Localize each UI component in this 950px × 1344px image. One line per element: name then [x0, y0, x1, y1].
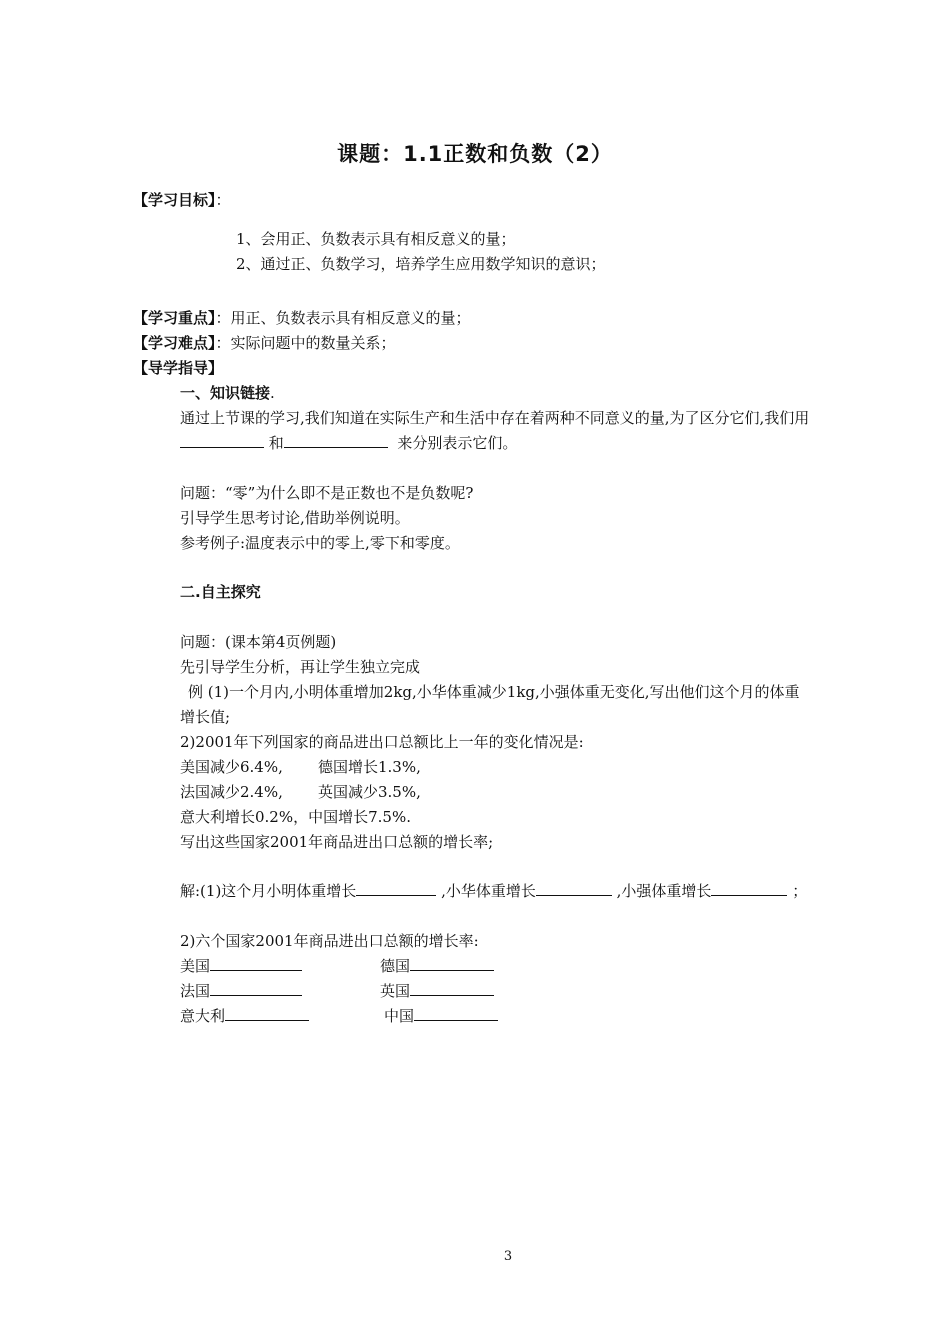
growth-italy	[180, 1006, 309, 1026]
objective-item-2: 2、通过正、负数学习，培养学生应用数学知识的意识；	[236, 255, 606, 273]
example2-row1-b: 德国增长1.3%,	[318, 758, 421, 776]
answer-blank-xiaohua[interactable]	[536, 881, 612, 896]
difficulty-text: ：实际问题中的数量关系；	[215, 334, 396, 352]
objectives-sep: ：	[215, 191, 231, 209]
answer-blank-italy[interactable]	[225, 1006, 309, 1021]
answer-blank-negative[interactable]	[284, 433, 388, 448]
growth-china	[384, 1006, 498, 1026]
solution-part2-intro: 2)六个国家2001年商品进出口总额的增长率:	[180, 932, 479, 950]
country-germany: 德国	[380, 957, 411, 975]
solution-part1-b: ,小华体重增长	[441, 882, 536, 900]
example2-row2-b: 英国减少3.5%,	[318, 783, 421, 801]
example1-line2: 增长值;	[180, 708, 231, 726]
section1-paragraph-line2	[180, 433, 517, 453]
growth-usa	[180, 956, 302, 976]
answer-blank-xiaoqiang[interactable]	[711, 881, 787, 896]
country-uk: 英国	[380, 982, 411, 1000]
guide-heading-text: 【导学指导】	[133, 359, 224, 377]
page-title: 课题：1.1正数和负数（2）	[337, 142, 613, 166]
example2-intro: 2)2001年下列国家的商品进出口总额比上一年的变化情况是:	[180, 733, 584, 751]
answer-blank-uk[interactable]	[410, 981, 494, 996]
section1-heading: 一、知识链接	[180, 384, 271, 402]
section1-example-ref: 参考例子:温度表示中的零上,零下和零度。	[180, 534, 460, 552]
country-italy: 意大利	[180, 1007, 226, 1025]
solution-part1-a: 解:(1)这个月小明体重增长	[180, 882, 357, 900]
answer-blank-france[interactable]	[210, 981, 302, 996]
objective-item-1: 1、会用正、负数表示具有相反意义的量；	[236, 230, 516, 248]
growth-france	[180, 981, 302, 1001]
country-france: 法国	[180, 982, 211, 1000]
answer-blank-xiaoming[interactable]	[356, 881, 436, 896]
answer-blank-positive[interactable]	[180, 433, 264, 448]
guide-heading	[133, 358, 223, 378]
answer-blank-germany[interactable]	[410, 956, 494, 971]
section1-question: 问题：“零”为什么即不是正数也不是负数呢?	[180, 484, 474, 502]
section2-heading-text: 二.自主探究	[180, 583, 261, 601]
section2-lead: 先引导学生分析，再让学生独立完成	[180, 658, 421, 676]
difficulty-row	[133, 333, 396, 353]
objectives-heading: 【学习目标】	[133, 191, 216, 209]
answer-blank-china[interactable]	[414, 1006, 498, 1021]
solution-part1-end: ；	[792, 882, 808, 900]
example1-line1: 例 (1)一个月内,小明体重增加2kg,小华体重减少1kg,小强体重无变化,写出他们这个月的体重	[188, 683, 800, 701]
section2-question: 问题：(课本第4页例题)	[180, 633, 337, 651]
section1-he: 和	[268, 434, 284, 452]
answer-blank-usa[interactable]	[210, 956, 302, 971]
section2-heading	[180, 582, 261, 602]
example2-ask: 写出这些国家2001年商品进出口总额的增长率;	[180, 833, 494, 851]
country-china: 中国	[384, 1007, 415, 1025]
growth-germany	[380, 956, 494, 976]
country-usa: 美国	[180, 957, 211, 975]
section1-heading-row	[180, 383, 275, 403]
key-point-row	[133, 308, 471, 328]
key-point-heading: 【学习重点】	[133, 309, 216, 327]
key-point-text: ：用正、负数表示具有相反意义的量；	[215, 309, 471, 327]
section1-tail: 来分别表示它们。	[397, 434, 518, 452]
section1-guide-line: 引导学生思考讨论,借助举例说明。	[180, 509, 410, 527]
objectives-row	[133, 190, 231, 210]
example2-row2-a: 法国减少2.4%,	[180, 783, 283, 801]
growth-uk	[380, 981, 494, 1001]
section1-dot: .	[270, 384, 275, 402]
example2-row1-a: 美国减少6.4%,	[180, 758, 283, 776]
solution-part1-c: ,小强体重增长	[616, 882, 712, 900]
section1-paragraph-line1: 通过上节课的学习,我们知道在实际生产和生活中存在着两种不同意义的量,为了区分它们,我们用	[180, 409, 810, 427]
page-number: 3	[503, 1249, 513, 1264]
solution-part1	[180, 881, 807, 901]
example2-row3: 意大利增长0.2%，中国增长7.5%.	[180, 808, 411, 826]
difficulty-heading: 【学习难点】	[133, 334, 216, 352]
